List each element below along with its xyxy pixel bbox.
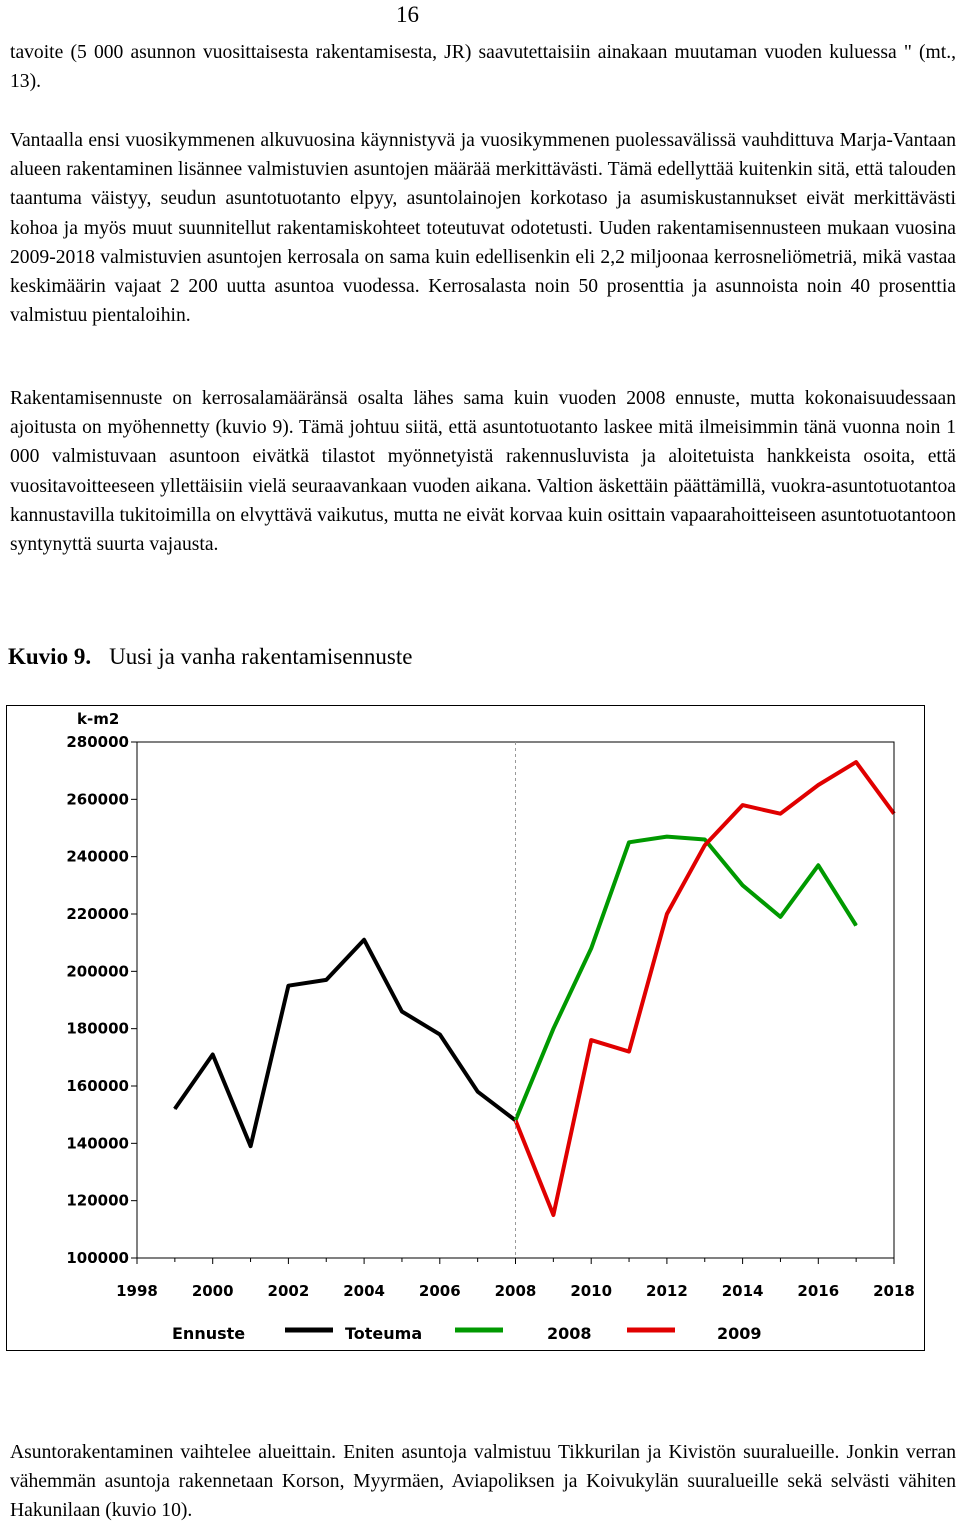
paragraph-1: tavoite (5 000 asunnon vuosittaisesta rakentamisesta, JR) saavutettaisiin ainakaan muutaman vuoden kuluessa " (mt., 13). — [10, 42, 956, 93]
data-point-2008 — [553, 1028, 554, 1029]
legend-label-2009: 2009 — [717, 1324, 762, 1343]
paragraph-2: Vantaalla ensi vuosikymmenen alkuvuosina käynnistyvä ja vuosikymmenen puolessavälissä vauhdittuva Marja-Vantaan alueen rakentaminen lisännee valmistuvien asuntojen määrää merkittävästi. Tämä edellyttää kuitenkin sitä, että talouden taantuma väistyy, seudun asuntotuotanto elpyy, asuntolainojen korkotaso ja asumiskustannukset eivät merkittävästi kohoa ja myös muut suunnitellut rakentamiskohteet toteutuvat odotetusti. Uuden rakentamisennusteen mukaan vuosina 2009-2018 valmistuvien asuntojen kerrosala on sama kuin edellisenkin eli 2,2 miljoonaa kerrosneliömetriä, mikä vastaa keskimäärin vajaat 2 200 uutta asuntoa vuodessa. Kerrosalasta noin 50 prosenttia ja asunnoista noin 40 prosenttia valmistuu pientaloihin. — [10, 130, 956, 327]
y-tick-label: 100000 — [66, 1249, 129, 1267]
y-tick-label: 180000 — [66, 1019, 129, 1038]
y-tick-label: 220000 — [66, 905, 129, 923]
data-point-Toteuma — [288, 985, 289, 986]
chart-series — [174, 762, 894, 1216]
y-tick-label: 200000 — [66, 962, 129, 981]
data-point-2008 — [629, 842, 630, 843]
data-point-Toteuma — [364, 939, 365, 940]
x-tick-label: 2014 — [721, 1282, 764, 1300]
data-point-2009 — [780, 813, 781, 814]
x-tick-label: 2016 — [797, 1282, 840, 1300]
data-point-Toteuma — [212, 1054, 213, 1055]
data-point-2008 — [704, 839, 705, 840]
data-point-2008 — [666, 836, 667, 837]
data-point-2009 — [553, 1215, 554, 1216]
legend-label-2008: 2008 — [547, 1324, 592, 1343]
x-tick-label: 2012 — [646, 1282, 688, 1300]
data-point-2009 — [591, 1040, 592, 1041]
figure-caption — [8, 644, 412, 670]
figure-number: Kuvio 9. — [8, 644, 92, 669]
data-point-2008 — [591, 948, 592, 949]
data-point-2009 — [742, 805, 743, 806]
figure-title: Uusi ja vanha rakentamisennuste — [109, 644, 413, 669]
data-point-2008 — [780, 916, 781, 917]
data-point-2008 — [818, 865, 819, 866]
x-tick-label: 1998 — [116, 1282, 158, 1300]
data-point-Toteuma — [439, 1034, 440, 1035]
x-tick-label: 2006 — [418, 1282, 461, 1300]
data-point-2009 — [666, 914, 667, 915]
data-point-2009 — [818, 785, 819, 786]
x-tick-label: 2004 — [343, 1282, 385, 1300]
y-axis-ticks — [66, 733, 137, 1267]
x-tick-label: 2010 — [570, 1282, 613, 1300]
data-point-2009 — [856, 762, 857, 763]
legend-label-Toteuma: Toteuma — [345, 1324, 423, 1343]
x-axis-ticks — [116, 1258, 915, 1300]
x-tick-label: 2000 — [191, 1282, 234, 1300]
y-tick-label: 140000 — [66, 1134, 129, 1153]
x-tick-label: 2018 — [873, 1282, 915, 1300]
data-point-2009 — [629, 1051, 630, 1052]
data-point-Toteuma — [401, 1011, 402, 1012]
y-tick-label: 260000 — [66, 790, 129, 809]
paragraph-4: Asuntorakentaminen vaihtelee alueittain. Eniten asuntoja valmistuu Tikkurilan ja Kivistön suuralueille. Jonkin verran vähemmän asuntoja rakennetaan Korson, Myyrmäen, Aviapoliksen ja Koivukylän suuralueille sekä selvästi vähiten Hakunilaan (kuvio 10). — [10, 1442, 956, 1522]
data-point-Toteuma — [326, 979, 327, 980]
y-tick-label: 280000 — [66, 733, 129, 751]
legend-title: Ennuste — [172, 1324, 246, 1343]
data-point-2008 — [856, 925, 857, 926]
data-point-2008 — [742, 885, 743, 886]
x-tick-label: 2002 — [267, 1282, 310, 1300]
data-point-2009 — [704, 845, 705, 846]
page-number: 16 — [396, 2, 419, 27]
chart-frame — [6, 705, 925, 1351]
data-point-Toteuma — [174, 1108, 175, 1109]
y-tick-label: 160000 — [66, 1077, 129, 1095]
y-tick-label: 240000 — [66, 847, 129, 866]
y-tick-label: 120000 — [66, 1191, 129, 1210]
x-tick-label: 2008 — [494, 1282, 537, 1300]
series-line-Toteuma — [175, 940, 516, 1146]
line-chart — [7, 706, 924, 1350]
data-point-Toteuma — [250, 1146, 251, 1147]
paragraph-3: Rakentamisennuste on kerrosalamääränsä osalta lähes sama kuin vuoden 2008 ennuste, mutta kokonaisuudessaan ajoitusta on myöhennetty (kuvio 9). Tämä johtuu siitä, että asuntotuotanto laskee mitä ilmeisimmin tänä vuonna noin 1 000 valmistuvaan asuntoon eivätkä tilastot myönnetyistä rakennusluvista ja aloitetuista hankkeista osoita, että vuositavoitteeseen yllettäisiin vielä seuraavankaan vuoden aikana. Valtion äskettäin päättämillä, vuokra-asuntotuotantoa kannustavilla tukitoimilla on elvyttävä vaikutus, mutta ne eivät korvaa kuin osittain vapaarahoitteiseen asuntotuotantoon syntynyttä suurta vajausta. — [10, 388, 956, 556]
data-point-Toteuma — [477, 1091, 478, 1092]
y-axis-label: k-m2 — [77, 710, 120, 728]
chart-legend — [172, 1324, 762, 1343]
